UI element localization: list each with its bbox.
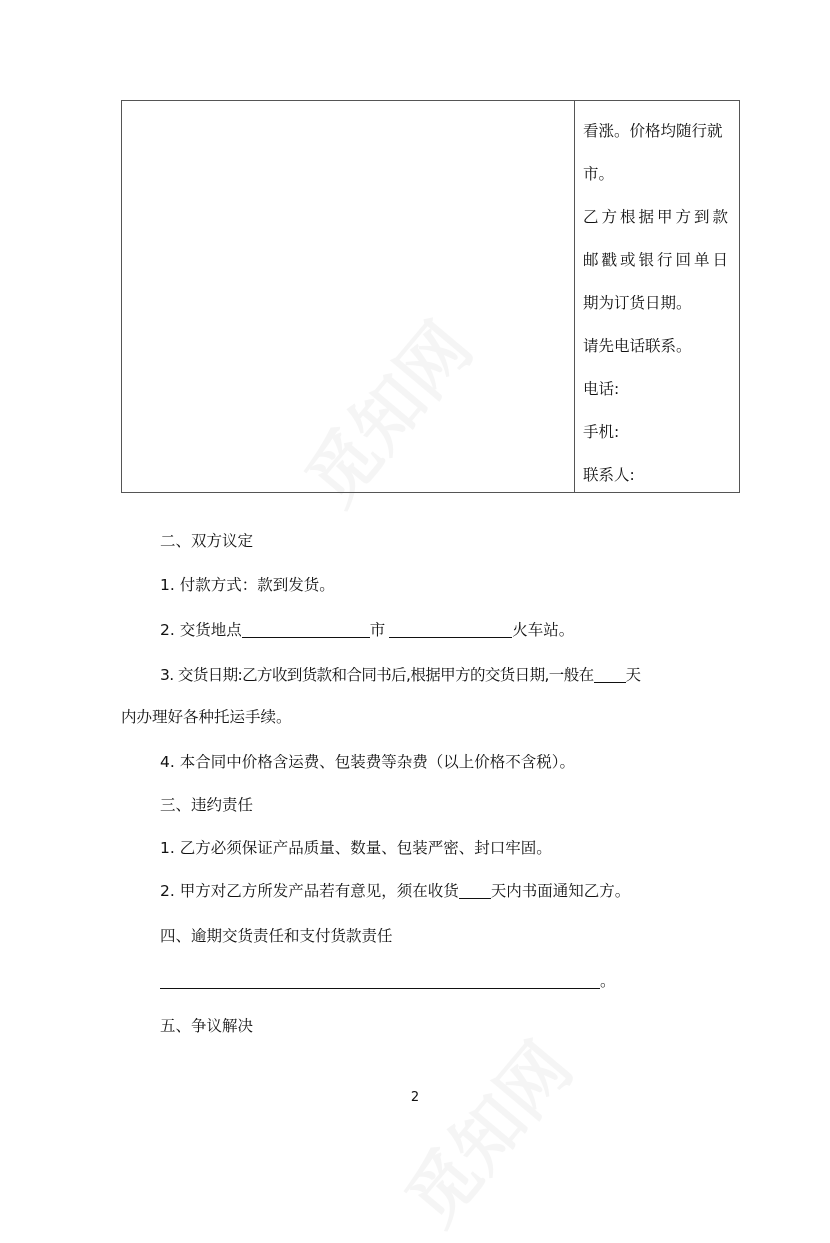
paragraph: 4. 本合同中价格含运费、包装费等杂费（以上价格不含税）。 [160, 753, 575, 771]
paragraph [160, 969, 616, 991]
paragraph [160, 879, 630, 901]
paragraph: 内办理好各种托运手续。 [121, 708, 292, 726]
text: 2. 交货地点 [160, 621, 242, 639]
section-heading: 三、违约责任 [160, 796, 254, 814]
text: 。 [600, 972, 616, 990]
watermark [379, 1018, 591, 1243]
cell-text: 电话: [583, 380, 620, 398]
cell-text: 乙方根据甲方到款 [583, 208, 732, 226]
cell-text: 期为订货日期。 [583, 294, 692, 312]
cell-text: 手机: [583, 423, 620, 441]
text: 2. 甲方对乙方所发产品若有意见，须在收货 [160, 882, 459, 900]
section-heading: 五、争议解决 [160, 1017, 254, 1035]
text: 火车站。 [512, 621, 575, 639]
blank-field [389, 622, 512, 639]
text: 天内书面通知乙方。 [490, 882, 631, 900]
blank-field [459, 883, 491, 900]
cell-text: 请先电话联系。 [583, 337, 692, 355]
text: 市 [369, 621, 386, 639]
blank-field [160, 973, 600, 990]
table-divider [574, 101, 575, 492]
text: 天 [625, 666, 641, 684]
cell-text: 市。 [583, 165, 615, 183]
blank-field [594, 667, 626, 684]
page-number: 2 [410, 1090, 420, 1105]
paragraph [160, 663, 640, 685]
contract-table [121, 100, 740, 493]
cell-text: 联系人: [583, 466, 635, 484]
section-heading: 四、逾期交货责任和支付货款责任 [160, 927, 393, 945]
paragraph: 1. 乙方必须保证产品质量、数量、包装严密、封口牢固。 [160, 839, 552, 857]
blank-field [242, 622, 370, 639]
cell-text: 邮戳或银行回单日 [583, 251, 732, 269]
paragraph: 1. 付款方式：款到发货。 [160, 576, 335, 594]
text: 3. 交货日期:乙方收到货款和合同书后,根据甲方的交货日期,一般在 [160, 666, 594, 684]
paragraph [160, 618, 574, 640]
section-heading: 二、双方议定 [160, 532, 254, 550]
cell-text: 看涨。价格均随行就 [583, 122, 723, 140]
